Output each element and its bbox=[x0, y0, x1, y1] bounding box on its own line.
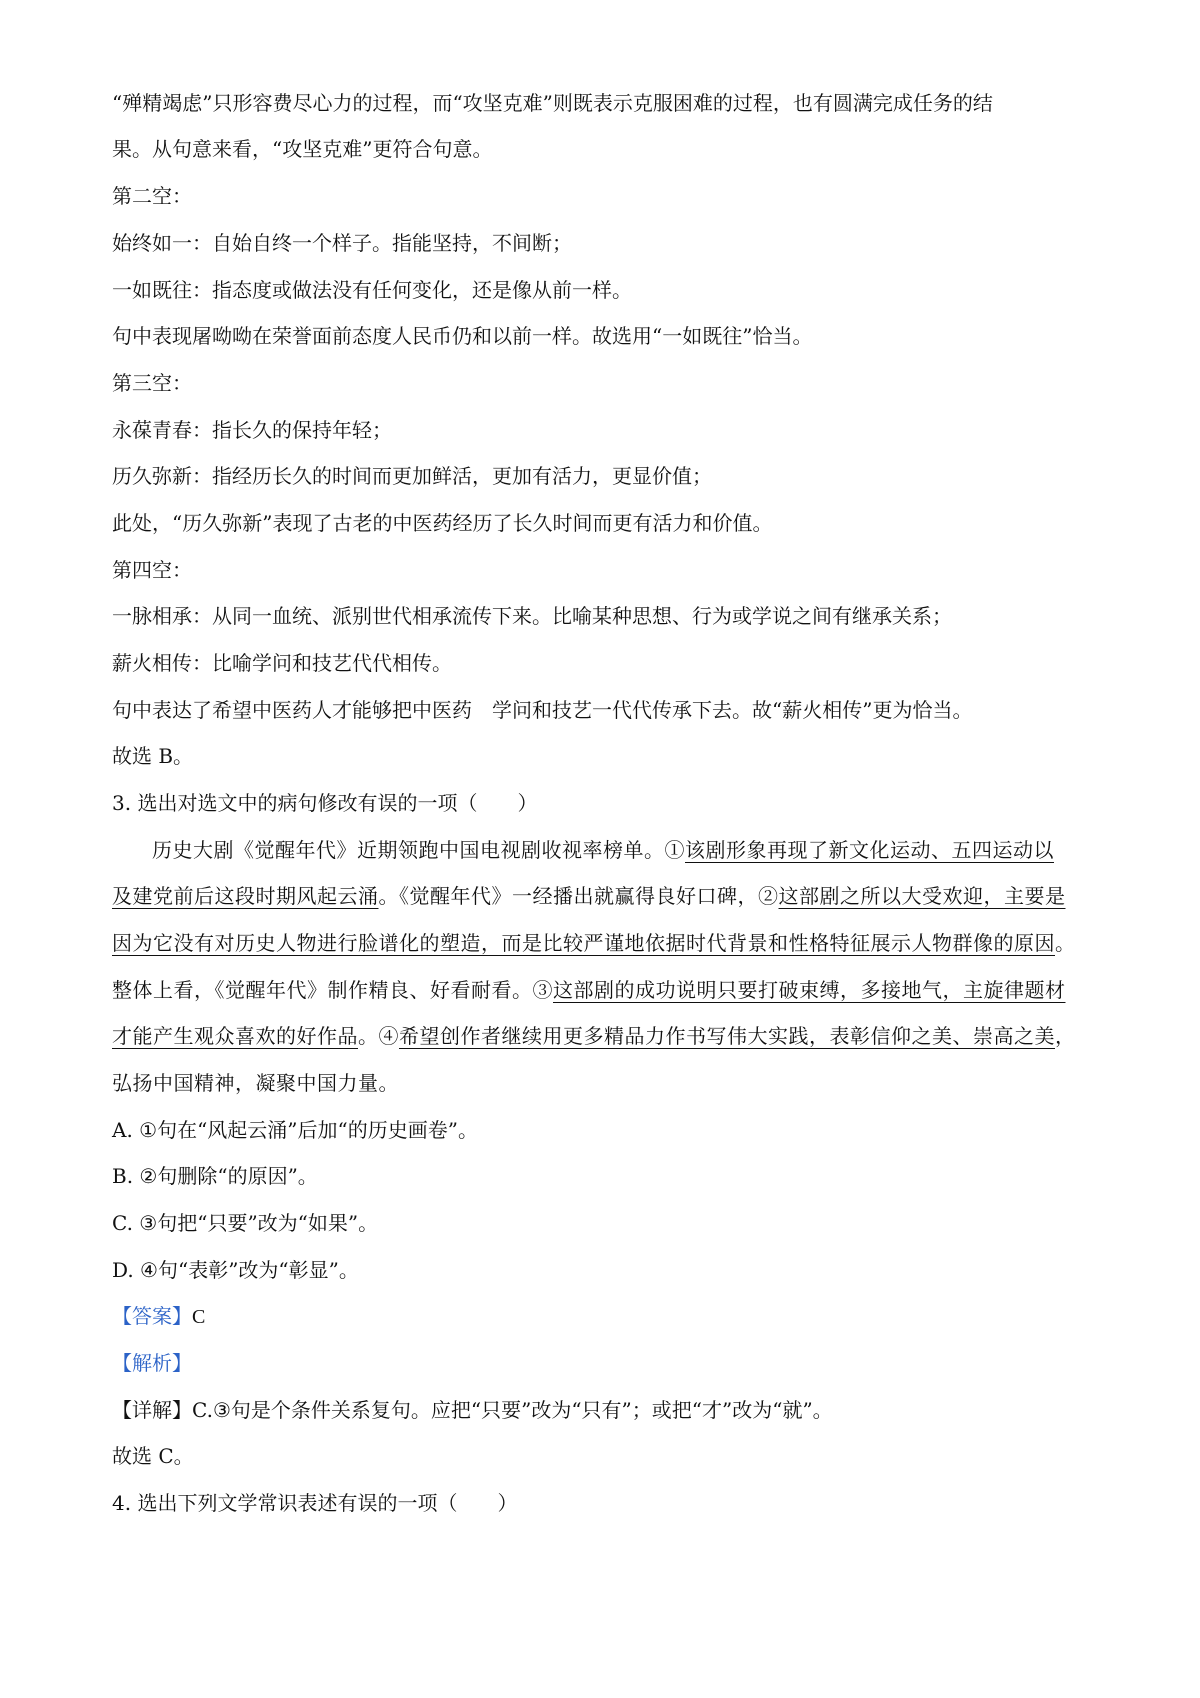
passage-text: 历史大剧《觉醒年代》近期领跑中国电视剧收视率榜单。① bbox=[152, 838, 685, 862]
underlined-sentence-4: 希望创作者继续用更多精品力作书写伟大实践，表彰信仰之美、崇高之美 bbox=[399, 1024, 1055, 1048]
passage-text: 。《觉醒年代》一经播出就赢得良好口碑，② bbox=[378, 884, 779, 908]
option-d: D. ④句“表彰”改为“彰显”。 bbox=[112, 1258, 359, 1282]
underlined-sentence-2-cont: 因为它没有对历史人物进行脸谱化的塑造，而是比较严谨地依据时代背景和性格特征展示人物群像的原因 bbox=[112, 931, 1055, 955]
passage-text: 。④ bbox=[358, 1024, 399, 1048]
underlined-sentence-1: 该剧形象再现了新文化运动、五四运动以 bbox=[685, 838, 1054, 862]
text-line-10: 此处，“历久弥新”表现了古老的中医药经历了长久时间而更有活力和价值。 bbox=[112, 511, 773, 535]
underlined-sentence-1-cont: 及建党前后这段时期风起云涌 bbox=[112, 884, 379, 908]
option-c: C. ③句把“只要”改为“如果”。 bbox=[112, 1211, 379, 1235]
text-line-12: 一脉相承：从同一血统、派别世代相承流传下来。比喻某种思想、行为或学说之间有继承关系； bbox=[112, 604, 952, 628]
option-b: B. ②句删除“的原因”。 bbox=[112, 1164, 318, 1188]
text-line-13: 薪火相传：比喻学问和技艺代代相传。 bbox=[112, 651, 452, 675]
passage-text: ， bbox=[1055, 1024, 1076, 1048]
question-3-stem: 3. 选出对选文中的病句修改有误的一项（ ） bbox=[112, 791, 538, 815]
passage-text: 。 bbox=[1055, 931, 1076, 955]
answer-conclusion-q2: 故选 B。 bbox=[112, 744, 194, 768]
text-line-2: 果。从句意来看，“攻坚克难”更符合句意。 bbox=[112, 137, 493, 161]
text-line-6: 句中表现屠呦呦在荣誉面前态度人民币仍和以前一样。故选用“一如既往”恰当。 bbox=[112, 324, 813, 348]
answer-label: 【答案】 bbox=[112, 1304, 192, 1328]
passage-line-4 bbox=[112, 975, 1102, 1005]
answer-line bbox=[112, 1301, 1102, 1332]
answer-conclusion-q3: 故选 C。 bbox=[112, 1444, 194, 1468]
section-heading-blank-4: 第四空： bbox=[112, 558, 192, 582]
passage-line-6: 弘扬中国精神，凝聚中国力量。 bbox=[112, 1071, 399, 1095]
text-line-4: 始终如一：自始自终一个样子。指能坚持，不间断； bbox=[112, 231, 572, 255]
detail-explanation: 【详解】C.③句是个条件关系复句。应把“只要”改为“只有”；或把“才”改为“就”。 bbox=[112, 1398, 833, 1422]
passage-line-2 bbox=[112, 881, 1102, 911]
passage-line-5 bbox=[112, 1021, 1102, 1051]
text-line-14: 句中表达了希望中医药人才能够把中医药 学问和技艺一代代传承下去。故“薪火相传”更为恰当。 bbox=[112, 698, 973, 722]
passage-line-3 bbox=[112, 928, 1102, 958]
option-a: A. ①句在“风起云涌”后加“的历史画卷”。 bbox=[112, 1118, 478, 1142]
underlined-sentence-3: 这部剧的成功说明只要打破束缚，多接地气，主旋律题材 bbox=[553, 978, 1066, 1002]
text-line-9: 历久弥新：指经历长久的时间而更加鲜活，更加有活力，更显价值； bbox=[112, 464, 712, 488]
text-line-1: “殚精竭虑”只形容费尽心力的过程，而“攻坚克难”则既表示克服困难的过程，也有圆满完成任务的结 bbox=[112, 91, 993, 115]
text-line-5: 一如既往：指态度或做法没有任何变化，还是像从前一样。 bbox=[112, 278, 632, 302]
underlined-sentence-3-cont: 才能产生观众喜欢的好作品 bbox=[112, 1024, 358, 1048]
analysis-label: 【解析】 bbox=[112, 1351, 192, 1375]
question-4-stem: 4. 选出下列文学常识表述有误的一项（ ） bbox=[112, 1491, 518, 1515]
text-line-8: 永葆青春：指长久的保持年轻； bbox=[112, 418, 392, 442]
underlined-sentence-2: 这部剧之所以大受欢迎，主要是 bbox=[778, 884, 1066, 908]
passage-text: 整体上看，《觉醒年代》制作精良、好看耐看。③ bbox=[112, 978, 553, 1002]
section-heading-blank-3: 第三空： bbox=[112, 371, 192, 395]
passage-line-1 bbox=[152, 835, 1102, 865]
answer-value: C bbox=[192, 1306, 206, 1328]
section-heading-blank-2: 第二空： bbox=[112, 184, 192, 208]
